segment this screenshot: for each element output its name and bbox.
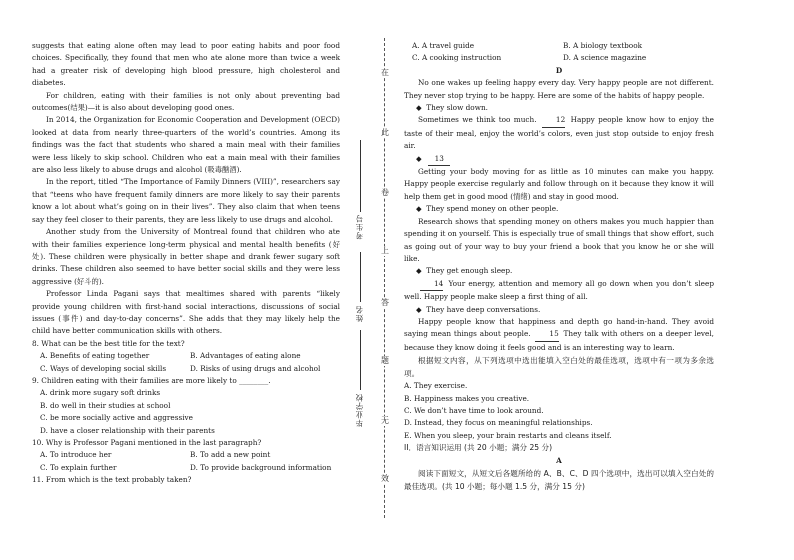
bullet-text: They get enough sleep. xyxy=(426,266,513,276)
passage-paragraph xyxy=(404,114,714,152)
passage-paragraph: For children, eating with their families is not only about preventing bad outcomes(结果)—it is also about developing good ones. xyxy=(32,90,340,113)
question-8-options xyxy=(32,350,340,375)
field-label-school: 毕业学校 xyxy=(355,393,364,427)
binding-char: 题 xyxy=(381,356,389,365)
binding-char: 效 xyxy=(381,474,389,483)
choice-option: B. Happiness makes you creative. xyxy=(404,393,530,403)
field-underline xyxy=(360,252,361,302)
option-c: C. A cooking instruction xyxy=(412,53,502,63)
text-span: They talk with others on a deeper level, because they know doing it feels good and is an interesting way to learn. xyxy=(404,329,714,352)
text-span: Happy people know how to enjoy the taste of their meal, enjoy the world’s colors, even just stop outside to enjoy fresh air. xyxy=(404,115,714,151)
option-c: C. be more socially active and aggressive xyxy=(40,413,193,423)
field-label-exam-number: 考生号 xyxy=(355,214,364,240)
field-underline xyxy=(360,140,361,212)
choice-option: A. They exercise. xyxy=(404,381,468,391)
instructions: 根据短文内容，从下列选项中选出能填入空白处的最佳选项，选项中有一项为多余选项。 xyxy=(404,356,714,379)
option-b: B. A biology textbook xyxy=(563,41,643,50)
diamond-icon: ◆ xyxy=(416,204,422,214)
question-9-options xyxy=(32,387,340,437)
blank-13: 13 xyxy=(428,153,450,166)
passage-paragraph: No one wakes up feeling happy every day. Very happy people are not different. They never stop trying to be happy. Here are some of the habits of happy people. xyxy=(404,78,714,100)
blank-15: 15 xyxy=(535,328,558,341)
binding-char: 在 xyxy=(381,68,389,77)
option-d: D. To provide background information xyxy=(190,462,332,472)
passage-paragraph: Professor Linda Pagani says that mealtimes shared with parents “likely provide young children with first-hand social interactions, discussions of social issues (事件) and day-to-day concerns”. She adds that they may likely help the child have better communication skills with others. xyxy=(32,289,340,336)
question-10: 10. Why is Professor Pagani mentioned in the last paragraph? xyxy=(32,438,262,447)
passage-paragraph xyxy=(404,316,714,354)
passage-paragraph: suggests that eating alone often may lead to poor eating habits and poor food choices. Specifically, they found that men who ate alone more than twice a week had a greater risk of developing high blood pressure, high cholesterol and diabetes. xyxy=(32,41,340,88)
binding-dashed-line xyxy=(384,38,385,518)
heading-bullet xyxy=(404,304,714,316)
question-11: 11. From which is the text probably taken? xyxy=(32,475,192,485)
binding-char: 无 xyxy=(381,416,389,425)
option-a: A. A travel guide xyxy=(412,41,475,50)
binding-char: 卷 xyxy=(381,188,389,197)
choice-option: C. We don’t have time to look around. xyxy=(404,405,544,415)
question-8: 8. What can be the best title for the text? xyxy=(32,338,185,348)
text-span: Your energy, attention and memory all go down when you don’t sleep well. Happy people make sleep a first thing of all. xyxy=(404,278,714,302)
binding-char: 答 xyxy=(381,298,389,307)
choice-option: E. When you sleep, your brain restarts and cleans itself. xyxy=(404,430,612,440)
passage-label: D xyxy=(555,65,563,75)
diamond-icon: ◆ xyxy=(416,266,422,276)
option-d: D. Risks of using drugs and alcohol xyxy=(190,363,321,373)
option-c: C. Ways of developing social skills xyxy=(40,363,167,373)
heading-bullet xyxy=(404,102,714,114)
question-10-options xyxy=(32,449,340,474)
diamond-icon: ◆ xyxy=(416,103,422,113)
passage-paragraph: In the report, titled “The Importance of Family Dinners (VIII)”, researchers say that “teens who have frequent family dinners are more likely to say their parents know a lot about what’s going on in their lives”. They also claim that when teens say they feel closer to their parents, they are less likely to use drugs and alcohol. xyxy=(32,177,340,224)
diamond-icon: ◆ xyxy=(416,153,422,163)
part-label: A xyxy=(556,455,562,465)
heading-bullet xyxy=(404,153,714,166)
bullet-text: They have deep conversations. xyxy=(426,304,541,314)
field-underline xyxy=(360,330,361,390)
section-heading: II．语言知识运用 (共 20 小题；满分 25 分) xyxy=(404,443,553,453)
option-b: B. To add a new point xyxy=(190,450,271,460)
question-11-options xyxy=(404,40,714,65)
bullet-text: They slow down. xyxy=(426,103,488,113)
binding-char: 上 xyxy=(381,246,389,255)
option-c: C. To explain further xyxy=(40,462,117,472)
option-d: D. have a closer relationship with their parents xyxy=(40,425,215,435)
bullet-text: They spend money on other people. xyxy=(426,204,559,214)
passage-paragraph xyxy=(404,278,714,304)
blank-12: 12 xyxy=(542,114,565,127)
option-a: A. To introduce her xyxy=(40,450,112,460)
option-b: B. Advantages of eating alone xyxy=(190,351,301,361)
option-d: D. A science magazine xyxy=(563,53,647,63)
field-label-name: 姓名 xyxy=(355,305,364,322)
left-column xyxy=(32,40,340,487)
question-9: 9. Children eating with their families are more likely to ________. xyxy=(32,375,271,385)
blank-14: 14 xyxy=(420,278,443,291)
text-span: Happy people know that happiness and depth go hand-in-hand. They avoid saying mean things about people. xyxy=(404,316,714,339)
heading-bullet xyxy=(404,203,714,215)
passage-paragraph: In 2014, the Organization for Economic Cooperation and Development (OECD) looked at data from nearly three-quarters of the world’s countries. Among its findings was the fact that students who shared a main meal with their families were less likely to skip school. Children who eat a main meal with their families are also less likely to abuse drugs and alcohol (吸毒酗酒). xyxy=(32,115,340,175)
passage-paragraph: Research shows that spending money on others makes you much happier than spending it on yourself. This is especially true of small things that show effort, such as going out of your way to buy your friend a book that you know he or she will like. xyxy=(404,216,714,263)
instructions: 阅读下面短文，从短文后各题所给的 A、B、C、D 四个选项中，选出可以填入空白处的最佳选项。(共 10 小题；每小题 1.5 分，满分 15 分) xyxy=(404,469,714,491)
binding-char: 此 xyxy=(381,128,389,137)
option-b: B. do well in their studies at school xyxy=(40,400,171,410)
passage-paragraph: Another study from the University of Montreal found that children who ate with their families experience long-term physical and mental health benefits (好处). These children were physically in better shape and drank fewer sugary soft drinks. These children also seemed to have better social skills and they were less aggressive (好斗的). xyxy=(32,227,340,286)
diamond-icon: ◆ xyxy=(416,304,422,314)
text-span: Sometimes we think too much. xyxy=(418,115,537,125)
right-column xyxy=(404,40,714,493)
passage-paragraph: Getting your body moving for as little as 10 minutes can make you happy. Happy people exercise regularly and follow through on it because they know it will help them get in good mood (情绪) and stay in good mood. xyxy=(404,167,714,201)
heading-bullet xyxy=(404,265,714,277)
choice-option: D. Instead, they focus on meaningful relationships. xyxy=(404,418,593,428)
option-a: A. Benefits of eating together xyxy=(40,351,150,361)
option-a: A. drink more sugary soft drinks xyxy=(40,388,161,398)
